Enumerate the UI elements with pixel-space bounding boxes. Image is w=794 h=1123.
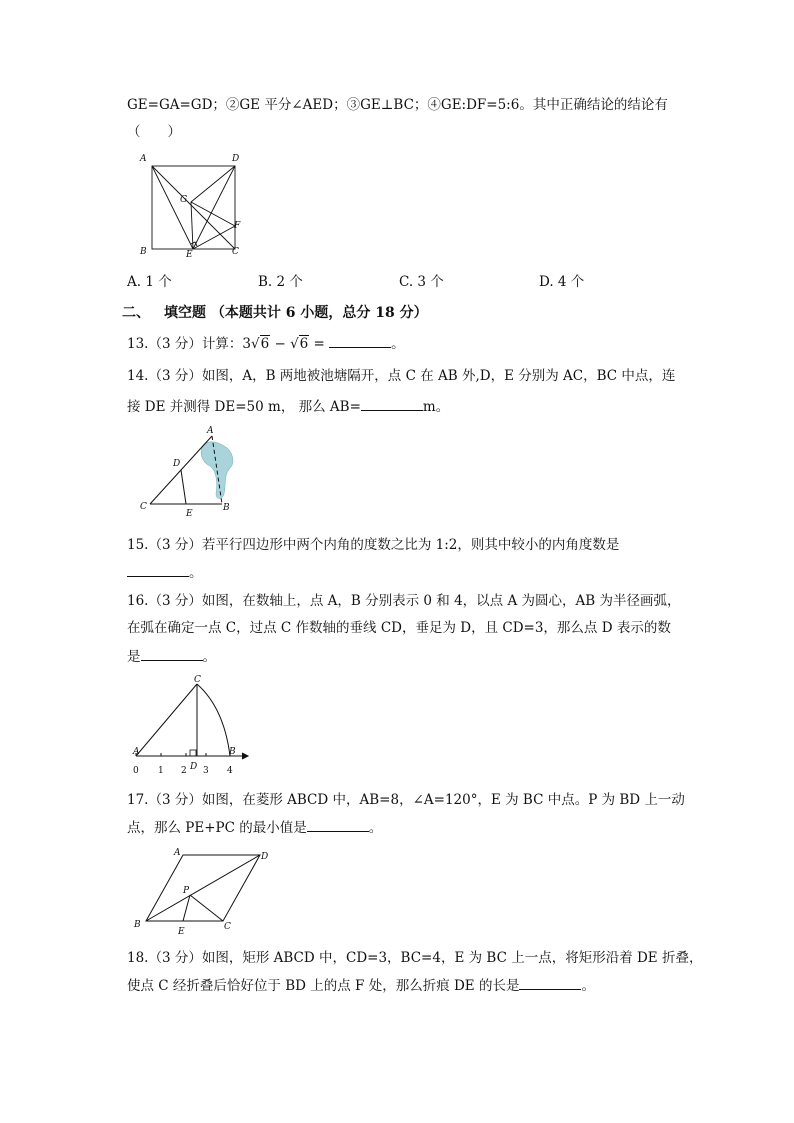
q16-number-line-figure (128, 672, 258, 778)
q12-label-b: B (140, 247, 147, 257)
q14-text-line2 (127, 396, 449, 417)
q15-suffix: 。 (189, 565, 203, 581)
q18-text-line2 (127, 975, 595, 996)
q13-minus: − (270, 336, 291, 352)
q17-line2-suffix: 。 (368, 820, 383, 836)
q14-pond-figure (136, 422, 246, 520)
q16-text-line2: 在弧在确定一点 C，过点 C 作数轴的垂线 CD，垂足为 D，且 CD=3，那么点 D 表示的数 (127, 620, 671, 636)
q13-coef: 3 (242, 336, 251, 352)
q16-label-d: D (190, 762, 198, 772)
section-header (122, 303, 428, 323)
q16-tick-2: 2 (181, 766, 187, 776)
q13-radicand-1: 6 (260, 336, 270, 352)
q16-label-a: A (133, 747, 140, 757)
q16-tick-1: 1 (158, 766, 164, 776)
q13-sqrt-sign-2: √ (290, 336, 299, 352)
q16-label-b: B (229, 747, 236, 757)
section-title: 填空题 （本题共计 6 小题，总分 18 分） (164, 305, 428, 321)
q12-label-c: C (232, 247, 239, 257)
q12-label-e: E (186, 250, 193, 260)
q14-label-c: C (140, 502, 147, 512)
q14-text-line1: 14.（3 分）如图，A，B 两地被池塘隔开，点 C 在 AB 外,D，E 分别为 AC，BC 中点，连 (127, 368, 676, 384)
q13-sqrt-sign-1: √ (250, 336, 260, 352)
q17-label-e: E (178, 927, 185, 937)
q13-answer-blank[interactable] (329, 333, 391, 348)
q18-answer-blank[interactable] (519, 975, 581, 990)
q12-choice-a: A. 1 个 (127, 274, 172, 290)
q17-label-c: C (224, 922, 231, 932)
q17-text-line1: 17.（3 分）如图，在菱形 ABCD 中，AB=8，∠A=120°，E 为 BC 中点。P 为 BD 上一动 (127, 792, 685, 808)
q13-radicand-2: 6 (299, 336, 309, 352)
q14-label-e: E (186, 509, 193, 519)
q16-answer-blank[interactable] (141, 646, 203, 661)
q15-answer-blank[interactable] (127, 562, 189, 577)
pond-shape (201, 442, 233, 499)
q14-line2-prefix: 接 DE 并测得 DE=50 m， 那么 AB= (127, 399, 361, 415)
q18-text-line1: 18.（3 分）如图，矩形 ABCD 中，CD=3，BC=4，E 为 BC 上一点，将矩形沿着 DE 折叠， (127, 950, 703, 966)
q17-answer-blank[interactable] (307, 817, 369, 832)
q12-choice-d: D. 4 个 (539, 274, 585, 290)
q16-text-line3 (127, 646, 216, 667)
q17-rhombus-figure (128, 843, 278, 938)
q14-line2-suffix: m。 (422, 399, 450, 415)
q17-label-a: A (174, 848, 181, 858)
q17-text-line2 (127, 817, 382, 838)
q13-equals: = (309, 336, 325, 352)
q12-choice-c: C. 3 个 (399, 274, 444, 290)
q16-tick-3: 3 (203, 766, 209, 776)
q18-line2-prefix: 使点 C 经折叠后恰好位于 BD 上的点 F 处，那么折痕 DE 的长是 (127, 978, 520, 994)
q16-tick-0: 0 (133, 766, 139, 776)
q16-tick-4: 4 (227, 766, 233, 776)
q13-suffix: 。 (391, 336, 405, 352)
q18-line2-suffix: 。 (581, 978, 595, 994)
q12-choice-b: B. 2 个 (258, 274, 303, 290)
q17-line2-prefix: 点，那么 PE+PC 的最小值是 (127, 820, 307, 836)
q17-label-p: P (183, 886, 190, 896)
q15-text-line2 (127, 562, 203, 583)
q17-label-b: B (134, 920, 141, 930)
q14-answer-blank[interactable] (361, 396, 423, 411)
q14-label-b: B (223, 503, 230, 513)
q12-label-a: A (140, 154, 147, 164)
q16-label-c: C (194, 675, 201, 685)
section-number: 二、 (122, 305, 150, 321)
q13-prefix: 13.（3 分）计算： (127, 336, 243, 352)
q16-text-line1: 16.（3 分）如图，在数轴上，点 A，B 分别表示 0 和 4，以点 A 为圆心，AB 为半径画弧， (127, 593, 681, 609)
q15-text-line1: 15.（3 分）若平行四边形中两个内角的度数之比为 1:2，则其中较小的内角度数是 (127, 537, 620, 553)
q12-label-g: G (180, 195, 188, 205)
q17-label-d: D (261, 852, 269, 862)
q16-line3-prefix: 是 (127, 649, 141, 665)
q14-label-a: A (207, 426, 214, 436)
q12-label-d: D (232, 154, 240, 164)
q12-label-f: F (234, 221, 241, 231)
q14-label-d: D (173, 459, 181, 469)
q12-text-line1: GE=GA=GD；②GE 平分∠AED；③GE⊥BC；④GE:DF=5:6。其中正确结论的结论有 (127, 97, 668, 113)
q12-square-figure (136, 150, 246, 260)
q12-answer-paren: （ ） (127, 124, 181, 140)
q13-text (127, 333, 405, 354)
q16-line3-suffix: 。 (202, 649, 216, 665)
